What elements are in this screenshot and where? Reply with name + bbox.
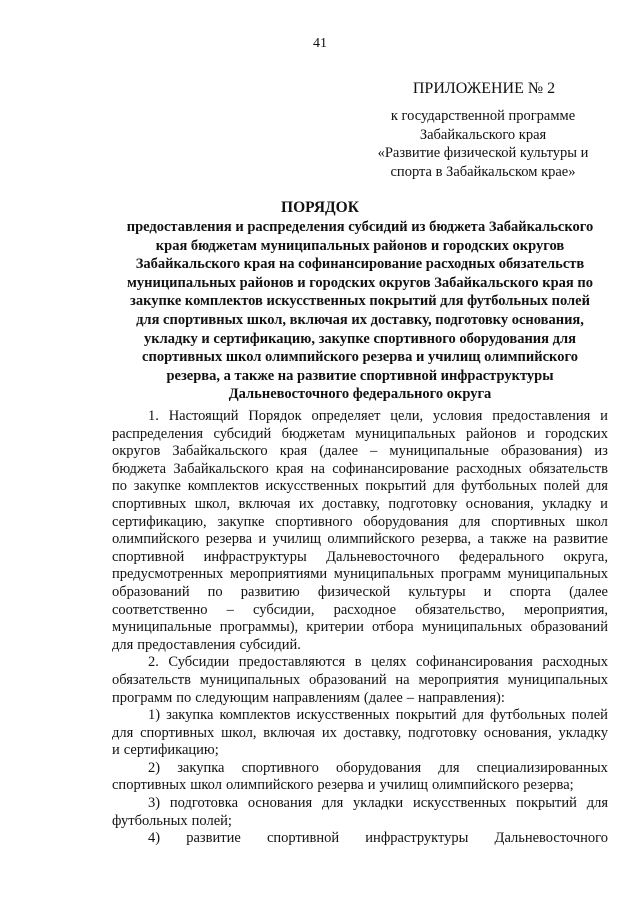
subtitle-line: предоставления и распределения субсидий из бюджета Забайкальского — [126, 219, 594, 235]
body-line: спортивных школ, включая их доставку, подготовку основания, укладку и — [112, 495, 608, 512]
appendix-line: Забайкальского края — [419, 126, 547, 143]
body-line: спортивной инфраструктуры Дальневосточного федерального округа, — [112, 548, 608, 565]
subtitle-line: спортивных школ олимпийского резерва и училищ олимпийского — [142, 349, 578, 366]
subtitle-line: для спортивных школ, включая их доставку, подготовку основания, — [136, 311, 584, 328]
body-line: для предоставления субсидий. — [112, 636, 301, 653]
page-number: 41 — [313, 36, 327, 51]
appendix-title: ПРИЛОЖЕНИЕ № 2 — [412, 80, 556, 97]
subtitle-line: резерва, а также на развитие спортивной инфраструктуры — [166, 367, 554, 384]
appendix-line: к государственной программе — [390, 108, 576, 124]
subtitle-line: края бюджетам муниципальных районов и городских округов — [155, 237, 565, 254]
body-line: для спортивных школ, включая их доставку, подготовку основания, укладку — [112, 724, 608, 741]
subtitle-line: муниципальных районов и городских округов Забайкальского края по — [126, 274, 593, 291]
body-line: 3) подготовка основания для укладки искусственных покрытий для — [148, 795, 608, 812]
body-line: 1) закупка комплектов искусственных покрытий для футбольных полей — [148, 707, 608, 724]
body-line: муниципальные программы), критерии отбора муниципальных образований — [112, 619, 608, 636]
body-line: олимпийского резерва и училищ олимпийского резерва, а также на развитие — [112, 531, 608, 548]
body-line: 4) развитие спортивной инфраструктуры Дальневосточного — [148, 830, 608, 847]
body-line: бюджета Забайкальского края на софинансирование расходных обязательств — [112, 460, 608, 477]
body-text — [112, 408, 608, 848]
body-line: образований по развитию физической культуры и спорта (далее — [112, 583, 608, 600]
appendix-line: «Развитие физической культуры и — [377, 145, 589, 161]
body-line: предусмотренных мероприятиями муниципальных программ муниципальных — [112, 566, 608, 583]
subtitle-line: Забайкальского края на софинансирование расходных обязательств — [135, 256, 585, 273]
subtitle-line: укладку и сертификацию, закупке спортивного оборудования для — [144, 330, 576, 347]
appendix-block — [348, 79, 618, 181]
body-line: футбольных полей; — [112, 812, 232, 829]
body-line: соответственно – субсидии, расходное обязательство, мероприятия, — [112, 601, 608, 618]
body-line: сертификацию, закупке спортивного оборудования для спортивных школ — [112, 513, 608, 530]
document-title: ПОРЯДОК — [281, 199, 359, 216]
body-line: программ по следующим направлениям (далее – направления): — [112, 689, 505, 706]
body-line: 2) закупка спортивного оборудования для специализированных — [148, 759, 608, 776]
body-line: распределения субсидий бюджетам муниципальных районов и городских — [112, 425, 608, 442]
body-line: 1. Настоящий Порядок определяет цели, условия предоставления и — [148, 408, 608, 424]
document-subtitle — [100, 218, 620, 404]
subtitle-line: закупке комплектов искусственных покрытий для футбольных полей — [130, 293, 590, 310]
body-line: и сертификацию; — [112, 742, 219, 759]
body-line: спортивных школ олимпийского резерва и училищ олимпийского резерва; — [112, 777, 574, 794]
body-line: обязательств муниципальных образований на мероприятия муниципальных — [112, 671, 608, 688]
appendix-line: спорта в Забайкальском крае» — [390, 163, 576, 180]
body-line: 2. Субсидии предоставляются в целях софинансирования расходных — [148, 654, 608, 671]
subtitle-line: Дальневосточного федерального округа — [228, 386, 492, 403]
body-line: по закупке комплектов искусственных покрытий для футбольных полей для — [112, 478, 608, 495]
body-line: округов Забайкальского края (далее – муниципальные образования) из — [112, 443, 608, 460]
